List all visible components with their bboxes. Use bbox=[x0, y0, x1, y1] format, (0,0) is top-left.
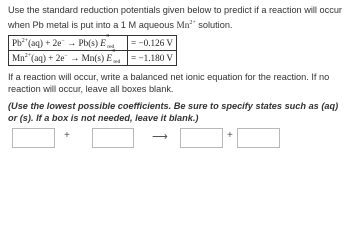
question-line-2-pre: when Pb metal is put into a 1 M aqueous bbox=[8, 20, 177, 30]
plus-sign-reactants: + bbox=[64, 130, 70, 141]
product-2-input[interactable] bbox=[237, 128, 280, 148]
reactant-rest: (aq) + 2e bbox=[28, 38, 62, 48]
electron-charge: − bbox=[64, 53, 68, 59]
half-reaction-mn bbox=[9, 48, 128, 66]
half-reaction-pb bbox=[9, 33, 128, 51]
note-line-2: or (s). If a box is not needed, leave it blank.) bbox=[8, 113, 199, 123]
reactant-charge: 2+ bbox=[21, 38, 29, 44]
e-symbol: E bbox=[106, 53, 112, 63]
ion-mn: Mn bbox=[176, 20, 190, 30]
question-line-2 bbox=[8, 17, 232, 31]
instruction-line-2: reaction will occur, leave all boxes blank. bbox=[8, 84, 174, 94]
reactant-ion: Pb bbox=[12, 38, 22, 48]
reduction-potentials-table bbox=[8, 35, 177, 66]
reactant-1-input[interactable] bbox=[12, 128, 55, 148]
reactant-ion: Mn bbox=[12, 53, 25, 63]
potential-value-pb: = −0.126 V bbox=[127, 36, 176, 51]
reaction-arrow: ⟶ bbox=[152, 131, 168, 143]
product: Mn(s) bbox=[81, 53, 105, 63]
e-red-symbol bbox=[106, 48, 124, 65]
e-superscript: o bbox=[112, 48, 116, 54]
electron-charge: − bbox=[61, 38, 65, 44]
potential-row-pb bbox=[9, 36, 177, 51]
reactant-2-input[interactable] bbox=[92, 128, 134, 148]
ion-mn-charge: 2+ bbox=[189, 20, 196, 26]
e-symbol: E bbox=[100, 38, 106, 48]
note-line-1: (Use the lowest possible coefficients. Be sure to specify states such as (aq) bbox=[8, 101, 339, 111]
reactant-charge: 2+ bbox=[24, 53, 32, 59]
product: Pb(s) bbox=[78, 38, 98, 48]
product-1-input[interactable] bbox=[180, 128, 223, 148]
reaction-arrow: → bbox=[67, 38, 77, 48]
plus-sign-products: + bbox=[227, 130, 233, 141]
e-subscript: red bbox=[107, 44, 115, 50]
potential-row-mn bbox=[9, 51, 177, 66]
e-superscript: o bbox=[106, 33, 110, 39]
question-line-1: Use the standard reduction potentials given below to predict if a reaction will occur bbox=[8, 5, 342, 15]
potential-value-mn: = −1.180 V bbox=[127, 51, 176, 66]
e-red-symbol bbox=[100, 33, 118, 50]
reaction-arrow: → bbox=[70, 53, 80, 63]
question-line-2-post: solution. bbox=[195, 20, 233, 30]
reactant-rest: (aq) + 2e bbox=[31, 53, 65, 63]
e-subscript: red bbox=[113, 59, 121, 65]
instruction-line-1: If a reaction will occur, write a balanced net ionic equation for the reaction. If no bbox=[8, 72, 330, 82]
